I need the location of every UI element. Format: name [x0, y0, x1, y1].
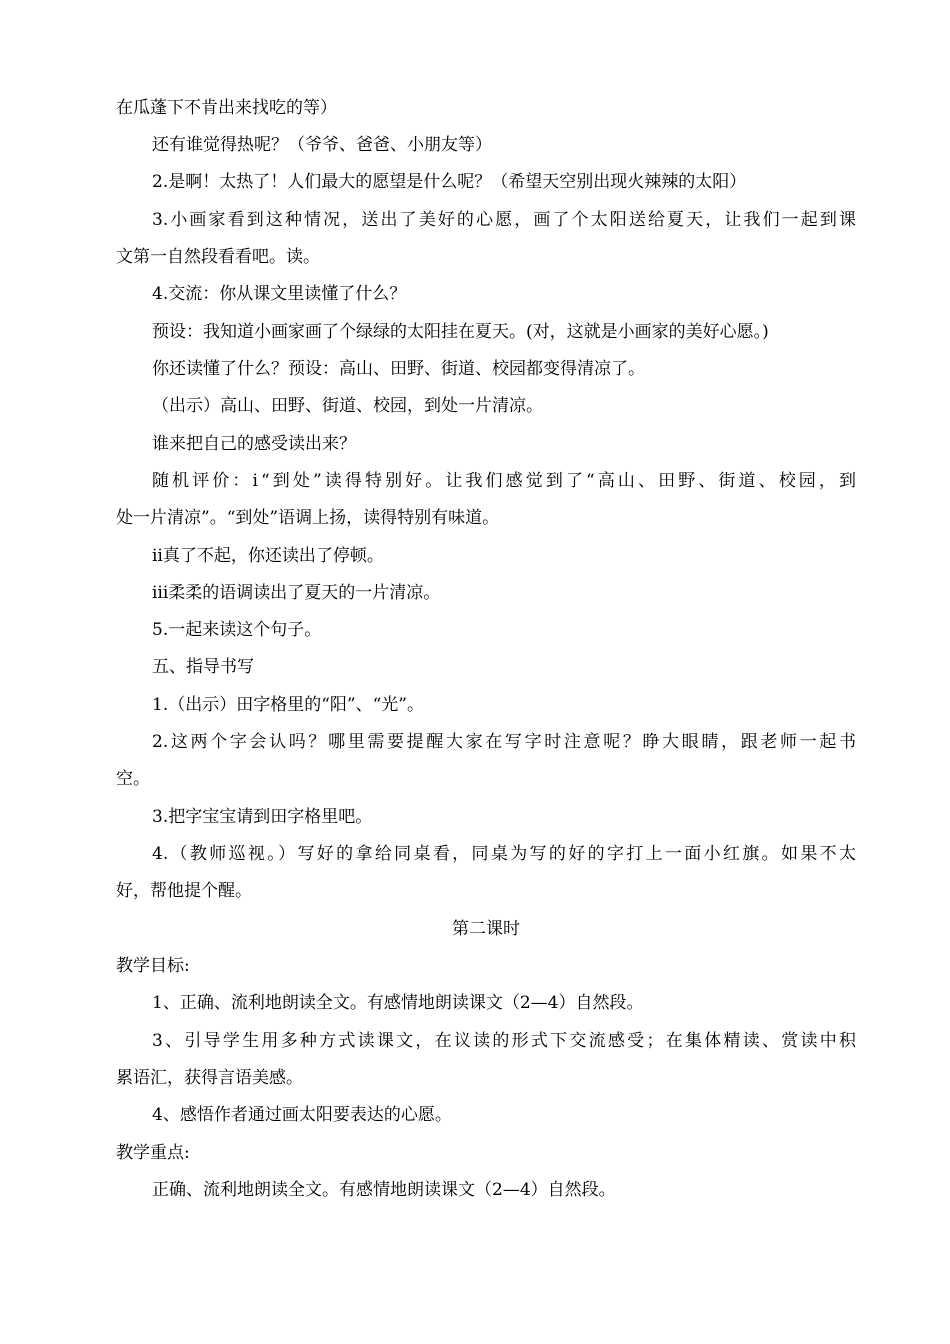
text-line: 还有谁觉得热呢？（爷爷、爸爸、小朋友等） — [152, 135, 492, 155]
text-line: 文第一自然段看看吧。读。 — [116, 247, 320, 267]
text-line: 累语汇，获得言语美感。 — [116, 1068, 303, 1088]
text-line: 3、引导学生用多种方式读课文，在议读的形式下交流感受；在集体精读、赏读中积 — [152, 1031, 856, 1051]
lesson-title: 第二课时 — [452, 919, 520, 939]
text-line: 1、正确、流利地朗读全文。有感情地朗读课文（2—4）自然段。 — [152, 993, 644, 1013]
section-label: 教学重点: — [116, 1143, 190, 1163]
text-line: 5.一起来读这个句子。 — [152, 620, 322, 640]
text-line: 1.（出示）田字格里的“阳”、“光”。 — [152, 695, 424, 715]
text-line: 好，帮他提个醒。 — [116, 881, 252, 901]
text-line: 处一片清凉”。“到处”语调上扬，读得特别有味道。 — [116, 508, 500, 528]
text-line: 4.交流：你从课文里读懂了什么？ — [152, 284, 407, 304]
text-line: 空。 — [116, 769, 150, 789]
text-line: 3.把字宝宝请到田字格里吧。 — [152, 807, 373, 827]
text-line: 你还读懂了什么？预设：高山、田野、街道、校园都变得清凉了。 — [152, 359, 645, 379]
text-line: 谁来把自己的感受读出来？ — [152, 434, 356, 454]
text-line: 4.（教师巡视。）写好的拿给同桌看，同桌为写的好的字打上一面小红旗。如果不太 — [152, 844, 856, 864]
text-line: ⅱ真了不起，你还读出了停顿。 — [152, 546, 384, 566]
text-line: 2.是啊！太热了！人们最大的愿望是什么呢？（希望天空别出现火辣辣的太阳） — [152, 172, 747, 192]
section-label: 教学目标: — [116, 956, 190, 976]
text-line: 预设：我知道小画家画了个绿绿的太阳挂在夏天。(对，这就是小画家的美好心愿。) — [152, 322, 769, 342]
text-line: 在瓜蓬下不肯出来找吃的等） — [116, 98, 337, 118]
text-line: 2.这两个字会认吗？哪里需要提醒大家在写字时注意呢？睁大眼睛，跟老师一起书 — [152, 732, 856, 752]
text-line: 正确、流利地朗读全文。有感情地朗读课文（2—4）自然段。 — [152, 1180, 616, 1200]
text-line: 随机评价：ⅰ“到处”读得特别好。让我们感觉到了“高山、田野、街道、校园，到 — [152, 471, 856, 491]
text-line: 4、感悟作者通过画太阳要表达的心愿。 — [152, 1105, 452, 1125]
text-line: （出示）高山、田野、街道、校园，到处一片清凉。 — [152, 396, 543, 416]
section-heading: 五、指导书写 — [152, 657, 254, 677]
text-line: 3.小画家看到这种情况，送出了美好的心愿，画了个太阳送给夏天，让我们一起到课 — [152, 210, 856, 230]
text-line: ⅲ柔柔的语调读出了夏天的一片清凉。 — [152, 583, 441, 603]
